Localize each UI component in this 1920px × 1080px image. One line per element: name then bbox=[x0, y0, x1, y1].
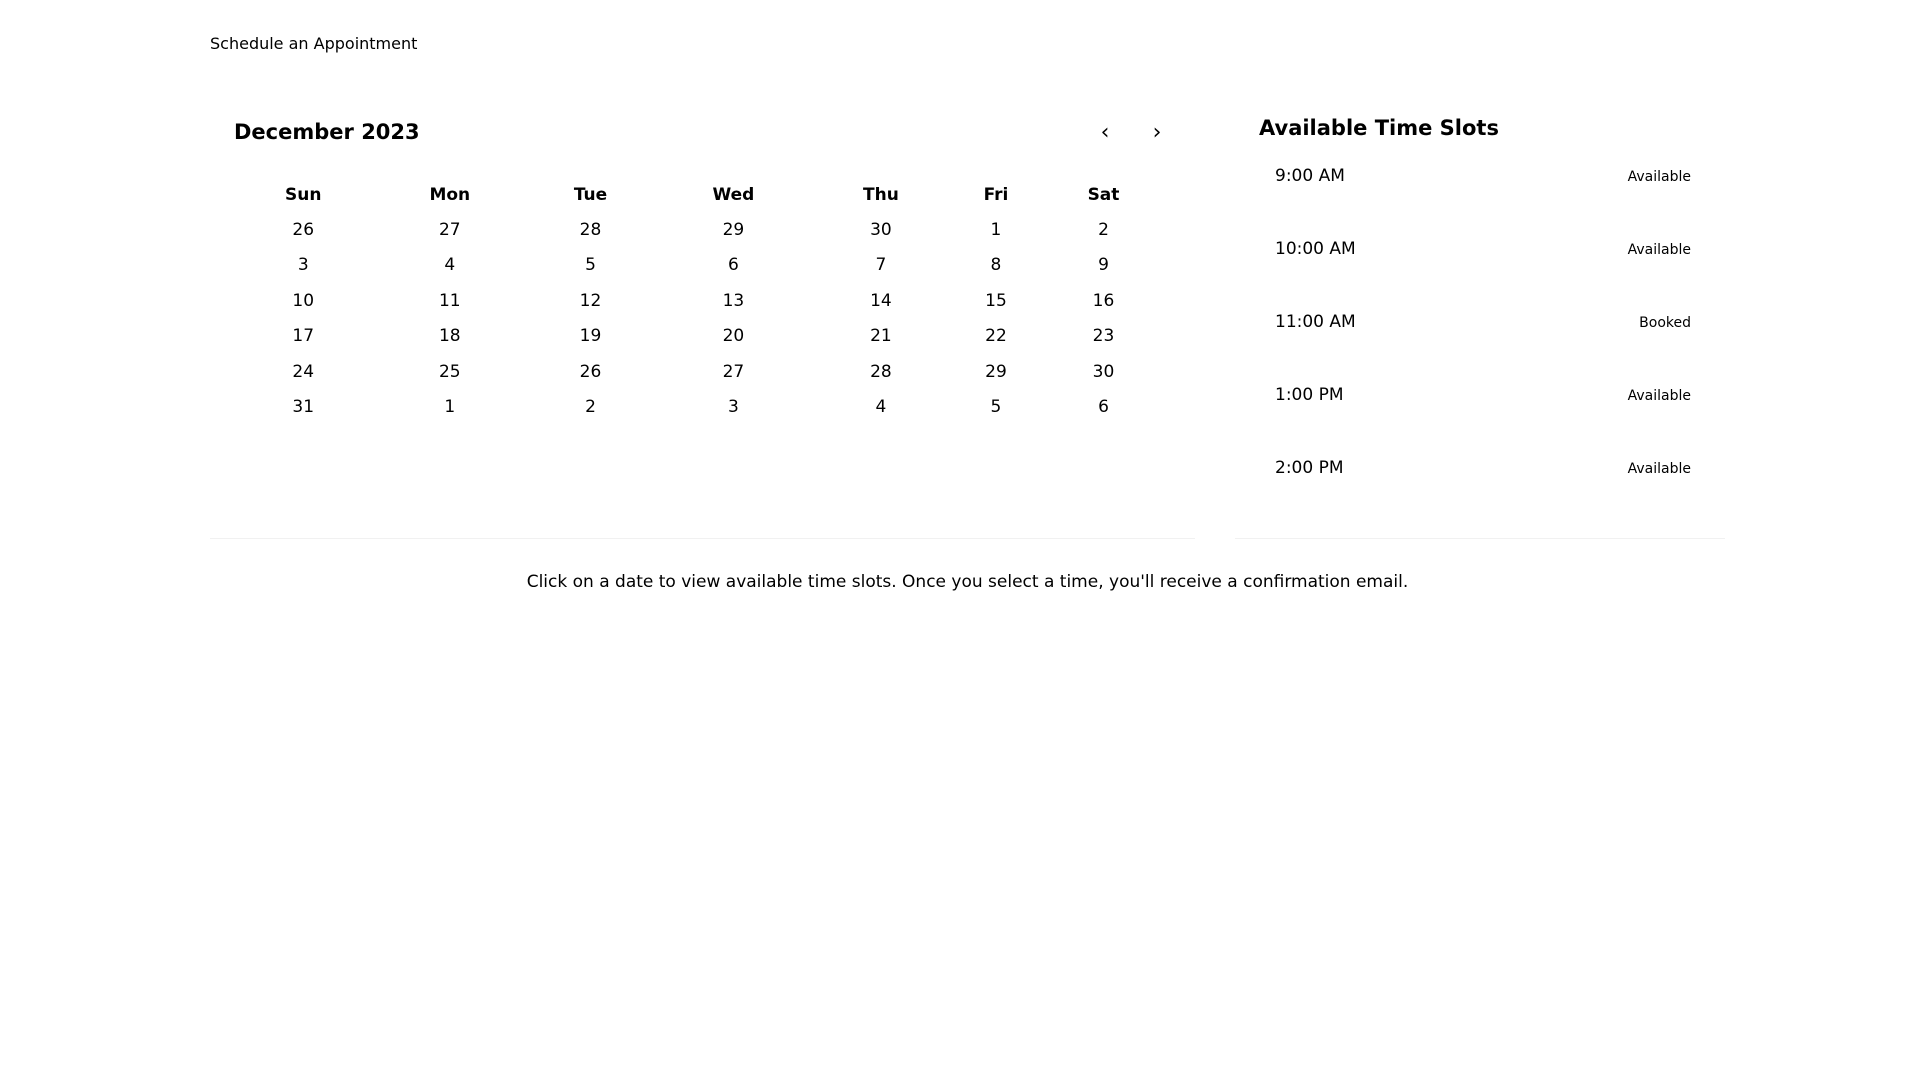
calendar-month-title: December 2023 bbox=[234, 120, 420, 144]
calendar-day[interactable]: 27 bbox=[438, 219, 461, 240]
calendar-day[interactable]: 5 bbox=[585, 255, 596, 276]
calendar-day[interactable]: 14 bbox=[870, 290, 892, 311]
calendar-week-row bbox=[234, 248, 1164, 284]
calendar-day[interactable]: 1 bbox=[990, 219, 1002, 240]
calendar-day[interactable]: 26 bbox=[292, 219, 315, 240]
time-slot-time: 1:00 PM bbox=[1275, 385, 1344, 405]
weekday-label: Sun bbox=[285, 185, 322, 205]
calendar-day[interactable]: 22 bbox=[985, 326, 1007, 347]
calendar-day[interactable]: 29 bbox=[722, 219, 745, 240]
calendar-day[interactable]: 4 bbox=[875, 397, 887, 418]
calendar-day[interactable]: 27 bbox=[722, 361, 745, 382]
time-slot-item[interactable] bbox=[1251, 311, 1691, 384]
calendar-day[interactable]: 24 bbox=[292, 361, 315, 382]
time-slot-status: Available bbox=[1627, 242, 1691, 258]
calendar-day[interactable]: 16 bbox=[1092, 290, 1115, 311]
calendar-day[interactable]: 30 bbox=[1092, 361, 1115, 382]
calendar-day[interactable]: 7 bbox=[875, 255, 887, 276]
calendar-day[interactable]: 8 bbox=[990, 255, 1002, 276]
weekday-header-row bbox=[234, 178, 1164, 212]
instructions-text: Click on a date to view available time slots. Once you select a time, you'll receive a confirmation email. bbox=[526, 572, 1409, 592]
calendar-day[interactable]: 21 bbox=[870, 326, 892, 347]
calendar-day[interactable]: 6 bbox=[1098, 397, 1109, 418]
calendar-day[interactable]: 28 bbox=[579, 219, 602, 240]
calendar-week-row bbox=[234, 319, 1164, 355]
calendar-panel bbox=[210, 92, 1195, 539]
time-slot-status: Available bbox=[1627, 169, 1691, 185]
calendar-week-row bbox=[234, 283, 1164, 319]
time-slot-time: 11:00 AM bbox=[1275, 312, 1356, 332]
calendar-week-row bbox=[234, 212, 1164, 248]
page-title: Schedule an Appointment bbox=[210, 34, 418, 53]
calendar-day[interactable]: 20 bbox=[722, 326, 745, 347]
weekday-label: Thu bbox=[863, 185, 899, 205]
time-slot-item[interactable] bbox=[1251, 384, 1691, 457]
calendar-day[interactable]: 9 bbox=[1098, 255, 1109, 276]
time-slot-item[interactable] bbox=[1251, 457, 1691, 530]
time-slot-time: 10:00 AM bbox=[1275, 239, 1356, 259]
calendar-day[interactable]: 28 bbox=[870, 361, 892, 382]
time-slot-time: 9:00 AM bbox=[1275, 166, 1345, 186]
time-slot-status: Available bbox=[1627, 388, 1691, 404]
prev-month-button[interactable] bbox=[1090, 118, 1120, 148]
calendar-day[interactable]: 11 bbox=[438, 290, 461, 311]
calendar-day[interactable]: 30 bbox=[870, 219, 892, 240]
calendar-grid bbox=[234, 178, 1164, 425]
weekday-label: Sat bbox=[1087, 185, 1120, 205]
calendar-day[interactable]: 4 bbox=[444, 255, 456, 276]
calendar-day[interactable]: 23 bbox=[1092, 326, 1115, 347]
calendar-day[interactable]: 2 bbox=[1098, 219, 1109, 240]
chevron-right-icon: › bbox=[1152, 120, 1162, 145]
calendar-day[interactable]: 31 bbox=[292, 397, 315, 418]
next-month-button[interactable] bbox=[1142, 118, 1172, 148]
calendar-day[interactable]: 3 bbox=[297, 255, 309, 276]
calendar-day[interactable]: 6 bbox=[727, 255, 739, 276]
time-slot-item[interactable] bbox=[1251, 238, 1691, 311]
time-slot-item[interactable] bbox=[1251, 165, 1691, 238]
time-slot-status: Available bbox=[1627, 461, 1691, 477]
time-slot-status: Booked bbox=[1639, 315, 1691, 331]
calendar-day[interactable]: 19 bbox=[579, 326, 602, 347]
time-slots-title: Available Time Slots bbox=[1259, 116, 1499, 140]
time-slots-panel bbox=[1235, 92, 1725, 539]
calendar-day[interactable]: 12 bbox=[579, 290, 602, 311]
chevron-left-icon: ‹ bbox=[1100, 120, 1110, 145]
calendar-day[interactable]: 5 bbox=[990, 397, 1002, 418]
calendar-day[interactable]: 13 bbox=[722, 290, 745, 311]
time-slot-list bbox=[1251, 165, 1691, 530]
calendar-day[interactable]: 18 bbox=[438, 326, 461, 347]
calendar-day[interactable]: 1 bbox=[444, 397, 456, 418]
calendar-week-row bbox=[234, 354, 1164, 390]
calendar-week-row bbox=[234, 390, 1164, 426]
calendar-day[interactable]: 3 bbox=[727, 397, 739, 418]
calendar-day[interactable]: 15 bbox=[985, 290, 1007, 311]
time-slot-time: 2:00 PM bbox=[1275, 458, 1344, 478]
calendar-day[interactable]: 25 bbox=[438, 361, 461, 382]
calendar-day[interactable]: 26 bbox=[579, 361, 602, 382]
weekday-label: Wed bbox=[712, 185, 755, 205]
weekday-label: Mon bbox=[429, 185, 471, 205]
weekday-label: Tue bbox=[573, 185, 608, 205]
calendar-day[interactable]: 2 bbox=[585, 397, 596, 418]
calendar-day[interactable]: 17 bbox=[292, 326, 315, 347]
calendar-day[interactable]: 10 bbox=[292, 290, 315, 311]
calendar-day[interactable]: 29 bbox=[985, 361, 1007, 382]
weekday-label: Fri bbox=[983, 185, 1009, 205]
